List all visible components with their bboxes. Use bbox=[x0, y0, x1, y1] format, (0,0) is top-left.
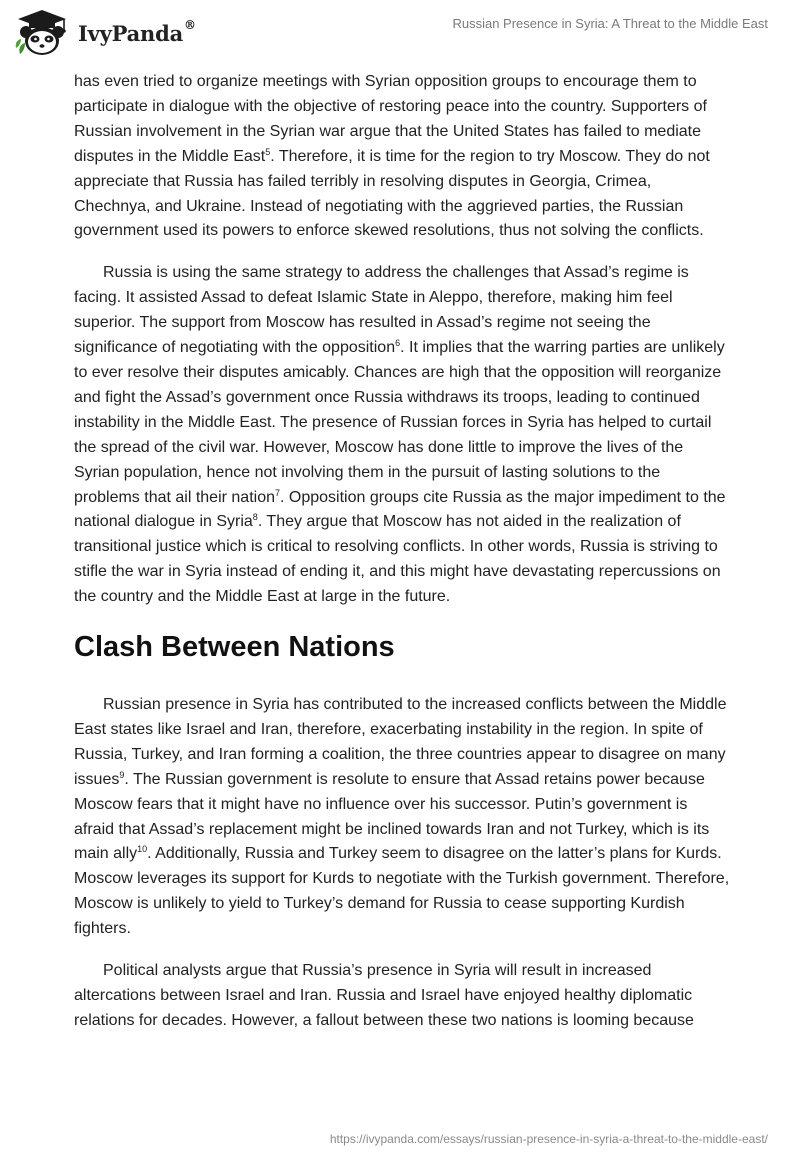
footnote-ref[interactable]: 5 bbox=[265, 146, 271, 157]
ivypanda-logo[interactable] bbox=[14, 8, 196, 58]
footnote-ref[interactable]: 7 bbox=[275, 487, 281, 498]
footnote-ref[interactable]: 10 bbox=[137, 844, 148, 855]
paragraph-4: Political analysts argue that Russia’s presence in Syria will result in increased altercations between Israel and Iran. Russia and Israel have enjoyed healthy diplomatic relations for decades. However, a fallout between these two nations is looming because bbox=[74, 962, 694, 1029]
document-title: Russian Presence in Syria: A Threat to the Middle East bbox=[452, 16, 768, 31]
footnote-ref[interactable]: 9 bbox=[119, 769, 125, 780]
page-header bbox=[0, 0, 800, 66]
panda-graduate-icon bbox=[14, 8, 70, 58]
source-url[interactable]: https://ivypanda.com/essays/russian-presence-in-syria-a-threat-to-the-middle-east/ bbox=[329, 1132, 768, 1146]
brand-name: IvyPanda® bbox=[78, 17, 196, 46]
footnote-ref[interactable]: 8 bbox=[252, 512, 258, 523]
registered-mark: ® bbox=[184, 17, 196, 32]
paragraph-1: has even tried to organize meetings with Syrian opposition groups to encourage them to participate in dialogue with the objective of restoring peace into the country. Supporters of Russian involvement in the Syrian war argue that the United States has failed to mediate disputes in the Middle East$^5$. Therefore, it is time for the region to try Moscow. They do not appreciate that Russia has failed terribly in resolving disputes in Georgia, Crimea, Chechnya, and Ukraine. Instead of negotiating with the aggrieved parties, the Russian government used its powers to enforce skewed resolutions, thus not solving the conflicts. bbox=[74, 73, 710, 240]
essay-content bbox=[74, 70, 730, 1051]
footnote-ref[interactable]: 6 bbox=[395, 338, 401, 349]
paragraph-2: Russia is using the same strategy to address the challenges that Assad’s regime is facing. It assisted Assad to defeat Islamic State in Aleppo, therefore, making him feel superior. The support from Moscow has resulted in Assad’s regime not seeing the significance of negotiating with the opposition$^6$. It implies that the warring parties are unlikely to ever resolve their disputes amicably. Chances are high that the opposition will reorganize and fight the Assad’s government once Russia withdraws its troops, leading to continued instability in the Middle East. The presence of Russian forces in Syria has helped to curtail the spread of the civil war. However, Moscow has done little to improve the lives of the Syrian population, hence not involving them in the pursuit of lasting solutions to the problems that ail their nation$^7$. Opposition groups cite Russia as the major impediment to the national dialogue in Syria$^8$. They argue that Moscow has not aided in the realization of transitional justice which is critical to resolving conflicts. In other words, Russia is striving to stifle the war in Syria instead of ending it, and this might have devastating repercussions on the country and the Middle East at large in the future. bbox=[74, 264, 726, 606]
paragraph-3: Russian presence in Syria has contributed to the increased conflicts between the Middle East states like Israel and Iran, therefore, exacerbating instability in the region. In spite of Russia, Turkey, and Iran forming a coalition, the three countries appear to disagree on many issues$^9$. The Russian government is resolute to ensure that Assad retains power because Moscow fears that it might have no influence over his successor. Putin’s government is afraid that Assad’s replacement might be inclined towards Iran and not Turkey, which is its main ally$^{10}$. Additionally, Russia and Turkey seem to disagree on the latter’s plans for Kurds. Moscow leverages its support for Kurds to negotiate with the Turkish government. Therefore, Moscow is unlikely to yield to Turkey’s demand for Russia to cease supporting Kurdish fighters. bbox=[74, 696, 730, 938]
section-heading: Clash Between Nations bbox=[74, 631, 395, 664]
